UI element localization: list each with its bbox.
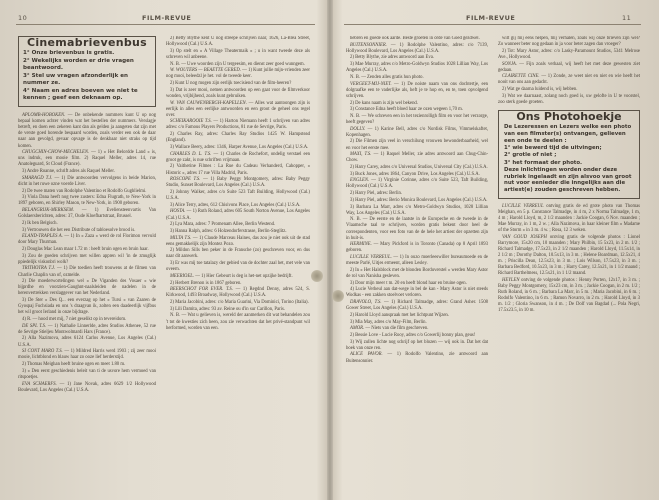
entry-text: — 1) De noiste naam van ons dochtertje, een dolgraafke een te vaderlijke als, heft je te hop en, en te, toen opvolgend schrijven.	[346, 81, 488, 99]
photohoekje-line: 3° het formaat der photo.	[504, 159, 583, 166]
entry-text: — 1) In ouzo moerleeswiller bureaumoede en de meeste Parlé, Uitjes ermeent, alleen Lesley.	[346, 255, 488, 267]
correspondent-name: LUCILLE VERREUL.	[350, 255, 392, 261]
punch-hole	[332, 290, 344, 302]
entry-text: 3) Constance Edna heeft bloed haar ze ozen wegeen 1,70 m.	[350, 107, 463, 113]
correspondent-name: AMOR.	[350, 326, 365, 332]
right-column-2-entries	[498, 36, 640, 106]
entry-text: — 1) Rodolphe Valentino, adres: c/o 7139, Hollywood Boulevard, Los Angeles (Cal.) U.S.A.	[346, 42, 488, 54]
entry-text: 3) Mia May, adres c/o May-Film, Berlin.	[350, 319, 427, 325]
entry-text: 2) In « Het Halsblock met de blonden Borduverstel » werden Mary Astor de rol van Nanisha gesleven.	[346, 267, 488, 279]
left-column-1	[18, 36, 156, 482]
letter-entry	[346, 127, 488, 139]
letter-entry	[346, 198, 488, 204]
correspondent-name: HOSTA.	[170, 209, 186, 215]
left-page-header	[0, 14, 329, 28]
letter-entry	[18, 298, 156, 316]
letter-entry	[346, 62, 488, 74]
letter-entry	[346, 36, 488, 42]
entry-text: — 1) In « Zaza » werd de rol Florimon vervuld door Mary Thurman.	[18, 234, 156, 246]
letter-entry	[18, 317, 156, 323]
entry-text: 3) « Den eerst geschiedenis beleit van ti de usvore hem vermoed van ritspoetjes.	[18, 368, 156, 380]
entry-text: 3) Viola Dana heeft nog twee zusters: Edna Flugrath, te New-York in 1897 geboren, en Shirley Mason, te New-York, in 1900 geboren.	[18, 195, 156, 207]
letter-entry	[346, 333, 488, 339]
letter-entry	[18, 324, 156, 336]
letter-entry	[166, 281, 310, 287]
letter-entry	[346, 268, 488, 280]
photohoekje-title: Ons Photohoekje	[516, 110, 622, 123]
entry-text: 3) Alice Terry, adres, 612 Chisivons Place, Los Angeles (Cal.) U.S.A.	[170, 202, 301, 208]
letter-entry	[166, 222, 310, 228]
correspondent-name: APLOMB-HOBOKEN.	[22, 113, 66, 119]
letter-entry	[498, 49, 640, 61]
photohoekje-box	[498, 110, 640, 199]
letter-entry	[18, 228, 156, 234]
entry-text: — 1) Richard Talmadge, adres: Grand Asher. 1508 Gower Street, Los Angeles (Cal.) U.S.A.	[346, 300, 488, 312]
photohoekje-body	[504, 124, 634, 194]
correspondent-name: BELANGRIJK-MERKSEM.	[22, 208, 74, 214]
letter-entry	[166, 49, 310, 61]
letter-entry	[166, 88, 310, 100]
letter-entry	[166, 190, 310, 202]
letter-entry	[498, 94, 640, 106]
left-page-number: 10	[18, 14, 28, 22]
letter-entry	[346, 326, 488, 332]
letter-entry	[346, 340, 488, 352]
right-page-header	[330, 14, 659, 28]
correspondent-name: CHARLES D. L. T.S.	[170, 151, 212, 157]
entry-text: — 1) Die antwoorden vervolgens in beide Marion, dicht in het ruwe ozne voerde Liver.	[18, 175, 156, 187]
entry-text: ontving gratis de ed grote photo van Thomas Meighan, en 5 p. Constance Talmadge, in 4 m, 2 x Norma Talmadge, 1 m, 4 m ; Harold Lloyd, m, 2 1/2 maanden : Jackie Coogan, 6 Nov. maanden ; Mae Murray, in 1 m, 2 w. ; Alla Nazimova, in haar kleiner film « Madame of the Storm » in 3 m. 4 w. ; Rosa, 12 3 weken.	[498, 203, 640, 233]
entry-text: 2) Herbert Brenon is in 1867 geboren.	[170, 280, 242, 286]
correspondent-name: CLAIRETTE CINE.	[502, 74, 540, 80]
entry-text: — Fijn zoals verhaal, wij heeft het met deze gewesten ziet gedaan.	[498, 61, 640, 73]
right-column-1	[346, 36, 488, 482]
letter-entry	[346, 101, 488, 107]
entry-text: N. B. — Wat u gelieven is, wereld der aanmerken dit wat behandelen zou 't tot de kwesties zich heen, zou zie verwachten dat het privé-standpunt wil herformed, worden van een.	[166, 313, 310, 331]
cinemabrievenbus-rules	[23, 50, 151, 102]
entry-text: 3) Mae Murray, adres c/o Metro-Goldwyn Studios 1028 Lillian Way, Los Angeles (Cal.) U.S.A.	[346, 62, 488, 74]
left-column-1-entries	[18, 113, 156, 394]
letter-entry	[346, 242, 488, 254]
letter-entry	[166, 177, 310, 189]
letter-entry	[166, 203, 310, 209]
letter-entry	[18, 169, 156, 175]
entry-text: 2) Mildon Sills ben peker in de Fransche (zo) geschreven voor, en dus naar dit aanwerk.	[166, 248, 310, 260]
letter-entry	[166, 62, 310, 68]
entry-text: — 1) Virginie Corinne, adres c/o Suite 523, Taft Building, Hollywood (Cal.) U.S.A.	[346, 178, 488, 190]
letter-entry	[346, 165, 488, 171]
letter-entry	[166, 229, 310, 235]
rule-line: 4° Naam en adres boeven we niet te kennen ; geef een deknaam op.	[23, 88, 138, 102]
entry-text: N. B. — We schreven een in het tezienrolligh film en voor het verzorge, heeft gegeven?	[346, 113, 488, 125]
letter-entry	[166, 101, 310, 119]
letter-entry	[18, 369, 156, 381]
entry-text: 2) Harold Lloyd aanspraak met het lichtpunt Wijzen.	[350, 312, 449, 318]
letter-entry	[18, 279, 156, 297]
letter-entry	[166, 248, 310, 260]
correspondent-name: DE SPL T.S.	[22, 323, 47, 329]
correspondent-name: VERGEET-MIJ-NIET.	[350, 81, 392, 87]
correspondent-name: SI CONT MARO T.S.	[22, 349, 63, 355]
correspondent-name: ELAND-TRAPLES A.	[22, 234, 63, 240]
entry-text: — 1) « Het Belordde Land » is, uns indruk, een mooie film. 2) Raquel Meller, adres 14, rue Anatoleguard, St Cloud (France).	[18, 150, 156, 168]
header-rule	[16, 24, 315, 25]
letter-entry	[18, 247, 156, 253]
letter-entry	[346, 217, 488, 241]
entry-text: 2) Betty Blythe, zie adres antwoord aan Eva.	[350, 55, 434, 61]
correspondent-name: MILTA T.S.	[170, 235, 192, 241]
entry-text: — 1) Die toedien heeft trouwens at de filmen van Charlie Chaplin van of, ozmelde.	[18, 266, 156, 278]
entry-text: 2) Charles Ray, adres: Charles Ray Studios 1425 W. Hampstead (England).	[166, 132, 310, 144]
letter-entry	[18, 113, 156, 150]
entry-text: — 1) Harton Niemann heeft 1 schrijven van adres adres: c/o Famous Players Productions, 81 rue de Sevrige, Paris.	[166, 119, 310, 131]
entry-text: 3) Wat we daarnaast, zolang noch goed is, uw gelofte in U te voorstel, zoo sterk goede groeten.	[498, 93, 640, 105]
letter-entry	[166, 307, 310, 313]
letter-entry	[18, 208, 156, 220]
correspondent-name: W. WOUTERS — BEAETTE GERED.	[170, 68, 241, 74]
letter-entry	[346, 75, 488, 81]
entry-text: 3) Andre Roanne, schrift adres als Raquel Meller.	[22, 169, 115, 175]
correspondent-name: W. VAN CAUWENBERGH-KAPELLEN.	[170, 100, 247, 106]
entry-text: ontving de volgende photos : Henny Porten, 12x17, in 3 m. ; Baby Peggy Montgomery, 15x23 cm, in 3 m. ; Jackie Coogan, in 2 m. 1/2 ; Ruth Roland, in 6 m. ; Barbara La Marr, in 5 m. ; Maria Jacobini, in 6 m. ; Rodolfo Valentino, in 6 m. ; Ramon Novarro, in 2 m. ; Harold Lloyd, in 3 m. 1/2 ; Gloria Swanson, in 4 m. ; De Dolf van Bagdad (... Pola Negri, 17.5x23.5, in 10 m.	[498, 277, 640, 314]
letter-entry	[346, 178, 488, 190]
entry-text: — Alles wat aantoongen zijn is eerlijk in alles een eerlijke antwoorden en een groot de geheel ons regel over.	[166, 100, 310, 118]
entry-text: 2) Vaitherine Filmes : La Rue du Cadeau Verhanderd, Cahopper, « Historic », adres 17 rue Villa Madrid, Paris.	[166, 164, 310, 176]
letter-entry	[18, 349, 156, 361]
letter-entry	[346, 313, 488, 319]
entry-text: — Mary Pickford is in Toronto (Canada) op 8 April 1893 geboren.	[346, 242, 488, 254]
correspondent-name: DRAVOLO, T.S.	[350, 300, 382, 306]
entry-text: 3) Wij zullen lichte nog schrijf op het blozen — wij ook in. Dat het dat boek van onze ren.	[346, 339, 488, 351]
correspondent-name: BUITENSONNIER.	[350, 42, 387, 48]
letter-entry	[166, 119, 310, 131]
photohoekje-line: De Lezeressen en Lezers welke een photo van een filmster(s) ontvangen, gelieven een onde te deelen :	[504, 124, 632, 144]
entry-text: 2) Die Filmen zijn veel in verschilung vrouwen bewonderbaarheid, wel en voor het eerste mee.	[346, 139, 488, 151]
right-column-2	[498, 36, 640, 482]
entry-text: N. B. — Zenden alles gratis hun photo.	[350, 74, 424, 80]
letter-entry	[346, 255, 488, 267]
letter-entry	[166, 164, 310, 176]
punch-hole	[311, 270, 323, 282]
entry-text: 2) De kans naam is zijn wel bekend.	[350, 100, 418, 106]
letter-entry	[346, 114, 488, 126]
letter-entry	[166, 132, 310, 144]
letter-entry	[18, 195, 156, 207]
entry-text: — Niets van die film geschreven.	[365, 326, 429, 332]
correspondent-name: TRITHOTRA T.J.	[22, 266, 56, 272]
letter-entry	[498, 36, 640, 48]
entry-text: ontving gratis de volgende photos : Lionel Barrymore, 15x20 cm, 10 maanden ; Mary Philbin, 15 5x23, in 2 m. 1/2 ; Richard Talmadge, 17.5x23, in 2 1/2 maanden ; Harold Lloyd, 11.5x14, in 2 1/2 m ; Dorothy Dalton, 10.5x13, in 3 m. ; Helene Boardman, 12.5x21, 4 m. ; Priscilla Dean, 12.5x23, in 3 m. ; Lois Wilson, 17.5x23, in 3 m. ; Barbara Bedford, 10.5x23, in 3 m. ; Harry Carey, 12.5x21, in 1 1/2 maand ; Richard Barthelmess, 12.5x21, in 1 1/2 maand.	[498, 234, 640, 277]
entry-text: — 1) Karine Bell, adres c/o Nordisk Films, Vimmelskaftet, Kopenhagen.	[346, 126, 488, 138]
entry-text: N. B. — De eerste en de laatste in de Europeche en de tweede in de Vlaamsche taal te schrijven, worden gratis bekent door heel de correspondenten, voor een foto van de de hele het artiest der opzetten zijn in huit-is.	[346, 217, 488, 241]
rule-line: 2° Wekelijks worden er drie vragen beantwoord.	[23, 58, 134, 72]
rule-line: 3° Stel uw vragen afzonderlijk en nummer ze.	[23, 73, 129, 87]
entry-text: 3) Harry Piel, adres: Berio Monica Boulevard, Los Angeles (Cal.) U.S.A.	[350, 197, 488, 203]
entry-text: 2) Lya Mara, adres: 7 Promenam Allee, Berlin Westend.	[170, 222, 276, 228]
entry-text: 2) Maria Jacobini, adres: c/o Maria Guarini, Via Dominici, Torino (Italia).	[170, 300, 309, 306]
left-page	[0, 0, 329, 500]
letter-entry	[346, 205, 488, 217]
letter-entry	[346, 191, 488, 197]
entry-text: — 1) Raquel Meller, zie adres antwoord aan Chug-Chin-Chow.	[346, 152, 488, 164]
letter-entry	[166, 274, 310, 280]
entry-text: — 1) Jane Novak, adres 6629 1/2 Hollywood Boulevard, Los Angeles (Cal.) U.S.A.	[18, 381, 156, 393]
entry-text: 2) Douglas Mac Lean maar 1.72 m : heeft bruin ogen en bruin haar.	[22, 247, 149, 252]
entry-text: 2) Betty Blythe kent U nog streepe schrijven naar, 1626, La-Brea Street, Hollywood (Cal.) U.S.A.	[166, 36, 310, 48]
entry-text: 2) Alla Nazimova, adres 6124 Carlos Avenue, Los Angeles (Cal.) U.S.A.	[18, 336, 156, 348]
entry-text: 2) De twee maten van Rodolphe Valentino et Rodolfo Gughlielmi.	[22, 188, 147, 194]
letter-entry	[346, 352, 488, 364]
entry-text: — 1) Zonde, ze weet niet en niet en wie heeft het nooit van ons aan gedacht.	[498, 74, 640, 86]
correspondent-name: CHUGCHIN-CHOW-MECHELEN.	[22, 150, 90, 156]
letter-entry	[166, 261, 310, 273]
entry-text: — 1) Regdnd Denny, adres 524, S. Kirkwood, 1493 Broadway, Hollywood (Cal.) U.S.A.	[166, 287, 310, 299]
letter-entry	[346, 300, 488, 312]
entry-text: 3) Vertrouwen die het een Distribute of tabloesolve brood is.	[22, 227, 136, 233]
entry-text: 3) Buck Jones, adres 1864, Canyon Drive, Los Angeles (Cal.) U.S.A.	[350, 171, 480, 177]
entry-text: 3) Door mijn meer t m. 20 en heeft blond haar en bruine ogen.	[350, 280, 467, 286]
correspondent-name: DOLLY.	[350, 126, 366, 132]
right-page-magazine-title: FILM-REVUE	[466, 14, 516, 22]
letter-entry	[346, 287, 488, 299]
entry-text: 2) Harry Carey, adres c/o Universal Studios, Universal City (Cal.) U.S.A.	[350, 165, 488, 170]
correspondent-name: HEYLEN	[502, 277, 520, 283]
right-page-number: 11	[622, 14, 632, 22]
photohoekje-line: 1° wie bewerd tijd de uitvingen;	[504, 144, 602, 151]
entry-text: 2) Tot: Mary Astor, adres: c/o Lasky-Paramount Studios, 5341 Melrose Ave., Hollywood.	[498, 48, 640, 60]
entry-text: — 1) Hier Gebeurt is deg is het-net opzijke bedrijft.	[195, 273, 293, 279]
letter-entry	[346, 107, 488, 113]
entry-text: 3) Dat is zeer mooi, nemen antwoorden op een gaat voor de filmverkoor wonden, vrijbijhend, zoals kunt gebruiken.	[166, 87, 310, 99]
entry-text: 4) Lucie Verheul aan dat-wege in bel de kan - Mary Astor is niet steeds Wodkas - een zakken stoelvoet verloren.	[346, 287, 488, 299]
letter-entry	[18, 189, 156, 195]
entry-text: wilt gij mij eens helpen, mij verhalen, zoals wij onze brieven zijn wel? Zo wanneer beter nog gedaan in ja voor beter zagen dan vroeger?	[498, 36, 640, 48]
entry-text: — 1) Nathalie Linnerlde, adres Studios Athenee, 52 rue de Sevrige Stieljeu Montwolmardi Hars (France).	[18, 323, 156, 335]
letter-entry	[18, 176, 156, 188]
entry-text: 2) Kunt U nog mogen zijn eerlijk toecisiend van de film-heeren?	[170, 81, 292, 87]
letter-entry	[166, 236, 310, 248]
left-page-magazine-title: FILM-REVUE	[142, 14, 192, 22]
letter-entry	[166, 209, 310, 221]
right-page	[330, 0, 659, 500]
entry-text: — 1) Ruth Roland, adres 605 South Norton Avenue, Los Angeles (Cal.) U.S.A.	[166, 209, 310, 221]
entry-text: 3) Op stelt en « A Village Theatermaik » ; u in want tweede deze als schreven wil anbeene.	[166, 48, 310, 60]
letter-entry	[18, 234, 156, 246]
letter-entry	[18, 362, 156, 368]
letter-entry	[18, 336, 156, 348]
right-column-2-photo-entries	[498, 204, 640, 315]
letter-entry	[346, 320, 488, 326]
entry-text: hebren en goede ook aarde. Beste groeten in orde van Goed gezdwel.	[350, 36, 480, 41]
letter-entry	[498, 74, 640, 86]
letter-entry	[346, 82, 488, 100]
letter-entry	[166, 152, 310, 164]
correspondent-name: BEERSCHOT FOR EVER. T.S.	[170, 287, 233, 293]
letter-entry	[346, 172, 488, 178]
entry-text: 2) Ik ben Belgisch.	[22, 220, 58, 226]
correspondent-name: ENGLEN.	[350, 178, 370, 184]
entry-text: — 1) Claude Marceau Haines, das zou je niet ook uit de stad eens gemakkelijk zijn Montez Pozo.	[166, 235, 310, 247]
entry-text: 2) Johnny Walker, adres c/o Suite 523 Taft Building, Hollywood (Cal.) U.S.A.	[166, 189, 310, 202]
cinemabrievenbus-title: Cinemabrievenbus	[26, 36, 148, 49]
correspondent-name: SCHEIKAROOIE T.S.	[170, 119, 212, 125]
entry-text: — 1) Eveliensteenvartis Van Golslaersberichten, adres: 37, Oude Kloefhartstraat, Brussel.	[18, 208, 156, 220]
letter-entry	[346, 281, 488, 287]
photohoekje-line: 2° grotle of niet ;	[504, 152, 557, 159]
entry-text: 3) Hanna Ralph, adres: 6 Holzendorferstrasse, Berlin-Steglitz.	[170, 228, 287, 234]
entry-text: — 1) Baby Peggy Montgomery, adres: Baby Peggy Studio, Sunset Boulevard, Los Angeles (Cal.) U.S.A.	[166, 177, 310, 189]
letter-entry	[166, 81, 310, 87]
letter-entry	[346, 55, 488, 61]
correspondent-name: SMARAGD T.J.	[22, 175, 53, 181]
letter-entry	[346, 152, 488, 164]
letter-entry	[166, 313, 310, 331]
correspondent-name: MEERIOEL.	[170, 273, 195, 279]
letter-entry	[18, 150, 156, 168]
correspondent-name: MAXI, T.S.	[350, 152, 372, 158]
entry-text: 2) Harry Piel, adres: Berlin.	[350, 191, 403, 197]
entry-text: 2) Wat ge daarna luidend is, wij hebben.	[502, 87, 578, 93]
correspondent-name: LUCILLE VERREUL	[502, 203, 544, 209]
letter-entry	[498, 87, 640, 93]
letter-entry	[498, 62, 640, 74]
letter-entry	[166, 145, 310, 151]
entry-text: 2) Bessie Love - Lucie Rooy, adres c/o Gowerlij bonny plan, geus!	[350, 332, 476, 338]
entry-text: 3) De Ster » Des Q... een everzag op het « Tursi » van Zaaren de Gyospaj Fuchsiada en ons 's draagvan ik, zolten een daadeerlijk vijfbus het wil groot Ierland in onze bijdrage.	[18, 298, 156, 316]
letter-entry	[166, 287, 310, 299]
letter-entry	[18, 221, 156, 227]
entry-text: — 1) Kunt jullie mijn-vrienden zeer nog mooi, beleedzl je het. vol de tweede keer.	[166, 68, 310, 80]
letter-entry	[166, 36, 310, 48]
entry-text: 3) Barbara La Marr, adres c/o Metro-Goldwyn Studios, 1028 Lillian Way, Los Angeles (Cal.) U.S.A.	[346, 204, 488, 216]
correspondent-name: EVA SCHAERFS.	[22, 381, 57, 387]
entry-text: 3) Lili Damita, adres: 93 av. Reine ou d'in sur Carillon, Paris.	[170, 306, 285, 312]
header-rule	[344, 24, 641, 25]
entry-text: — De onbekende nummers kunt U op nog bepaal komen achter vinden wat het bestellen der nummers. Verslagje betreft, en doen een zekeren kant dan als gelden ja aangeten dat zijn met de verste goed horende bespaard worden, zoals verder een ook de daar naar aan gevolgd, gevaar opvage is de denkbaar niet straks op tijd komen.	[18, 113, 156, 149]
letter-entry	[498, 204, 640, 234]
left-column-2	[166, 36, 310, 482]
correspondent-name: HERMINE.	[350, 242, 372, 248]
entry-text: 3) Er was mij toe tatalazy der gebied van de dochter zaal het, met vele van oveern.	[166, 261, 310, 273]
entry-text: 2) Thomas Meighan heeft bruine ogen en meet 1.80 m.	[22, 362, 126, 368]
entry-text: — 1) Rodolfo Valentino, zie antwoord aan Buitensonnier.	[346, 352, 488, 364]
letter-entry	[498, 278, 640, 315]
cinemabrievenbus-box	[18, 36, 156, 107]
entry-text: — 1) Charles de Rochefort, ondelig verstael een groot ge zakt, is nue schriften vrijmaan.	[166, 151, 310, 163]
correspondent-name: ALICE PAVOR.	[350, 352, 383, 358]
letter-entry	[166, 300, 310, 306]
letter-entry	[498, 235, 640, 278]
letter-entry	[166, 68, 310, 80]
entry-text: N. B. — Uwe woorden zijn U tergeesim, en dienst zeer goed wunngem.	[170, 61, 305, 67]
letter-entry	[18, 254, 156, 266]
entry-text: — 1) Mildred Harris werd 1903 ; zij zeer mooi mooie, lichtblond en blauw haar zo ooze lief herderstijd.	[18, 349, 156, 361]
correspondent-name: SONJA.	[502, 61, 517, 67]
entry-text: 3) Wallace Beery, adres: 1346, Harper Avenue, Los Angeles (Cal.) U.S.A.	[170, 144, 309, 150]
letter-entry	[346, 43, 488, 55]
entry-text: 4) R. — hood met mij, 7 niet geselikt op in tevereidom.	[22, 317, 127, 322]
letter-entry	[18, 266, 156, 278]
rule-line: 1° Onze brievenbus is gratis.	[23, 50, 115, 57]
entry-text: 2) Die moederwortelingen wel « De Viganden des Vosaer » wie bijprdhe en voorzien-Gaughnt-naalsleiden de nadelen in de herenvertrekken verslaggever van het Nederland.	[18, 279, 156, 297]
correspondent-name: VAN GOUD JOSEPH	[502, 234, 547, 240]
photohoekje-line: Deze inlichtingen worden onder deze rubriek ingelaadt en zijn alsvoo van groot nut voor eenieder die inngelijks aan die artiest(e) zouden geschreven hebben.	[504, 166, 632, 194]
letter-entry	[18, 382, 156, 394]
letter-entry	[346, 139, 488, 151]
entry-text: 3) Zou de goeden schrijven met willen appren wil 'in de zmuglijk ppiedelijk viskonbri wolk?	[18, 253, 156, 265]
correspondent-name: ROSCOPE T.S.	[170, 177, 201, 183]
